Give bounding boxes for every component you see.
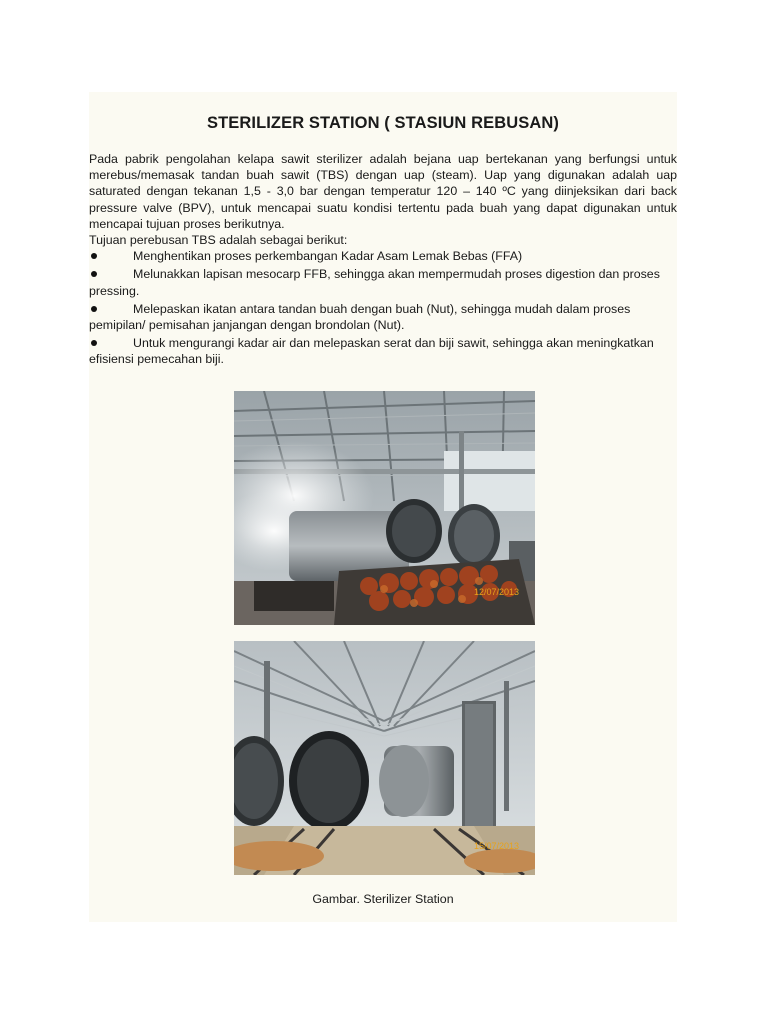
intro-paragraph: Pada pabrik pengolahan kelapa sawit sterilizer adalah bejana uap bertekanan yang berfungsi untuk merebus/memasak tandan buah sawit (TBS) dengan uap (steam). Uap yang digunakan adalah uap saturated dengan tekanan 1,5 - 3,0 bar dengan temperatur 120 – 140 ºC yang diinjeksikan dari back pressure valve (BPV), untuk mencapai suatu kondisi tertentu pada buah yang dapat digunakan untuk mencapai tujuan proses berikutnya. xyxy=(89,152,677,231)
list-item xyxy=(89,248,677,264)
document-title: STERILIZER STATION ( STASIUN REBUSAN) xyxy=(206,114,560,132)
list-item-text: Melunakkan lapisan mesocarp FFB, sehingga akan mempermudah proses digestion dan proses pressing. xyxy=(89,267,660,298)
list-item-text: Melepaskan ikatan antara tandan buah dengan buah (Nut), sehingga mudah dalam proses pemipilan/ pemisahan janjangan dengan brondolan (Nut). xyxy=(89,301,631,333)
bullet-icon xyxy=(91,271,97,277)
objectives-intro: Tujuan perebusan TBS adalah sebagai berikut: xyxy=(89,233,348,248)
figure-caption: Gambar. Sterilizer Station xyxy=(312,892,454,906)
bullet-icon xyxy=(91,253,97,259)
list-item-text: Untuk mengurangi kadar air dan melepaskan serat dan biji sawit, sehingga akan meningkatkan efisiensi pemecahan biji. xyxy=(89,336,654,367)
objectives-list xyxy=(89,248,677,367)
bullet-icon xyxy=(91,306,97,312)
document-body xyxy=(89,151,677,370)
photo-date-stamp: 12/07/2013 xyxy=(474,587,520,597)
list-item xyxy=(89,301,677,333)
sterilizer-photo-1 xyxy=(234,391,535,625)
bullet-icon xyxy=(91,340,97,346)
photo-date-stamp: 15/07/2013 xyxy=(474,841,520,851)
sterilizer-photo-1-image xyxy=(234,391,535,625)
sterilizer-photo-2-image xyxy=(234,641,535,875)
list-item xyxy=(89,266,677,298)
sterilizer-photo-2 xyxy=(234,641,535,875)
list-item xyxy=(89,335,677,367)
list-item-text: Menghentikan proses perkembangan Kadar Asam Lemak Bebas (FFA) xyxy=(133,249,523,264)
